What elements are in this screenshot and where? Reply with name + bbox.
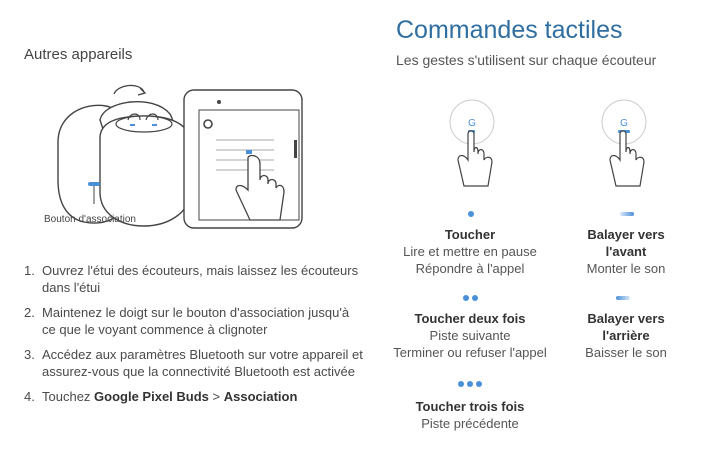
pairing-illustration — [44, 80, 314, 230]
gesture-tap: Toucher Lire et mettre en pause Répondre à l'appel — [390, 226, 550, 277]
gesture-triple-tap-title: Toucher trois fois — [415, 399, 525, 414]
swipe-forward-indicator — [618, 210, 638, 218]
section-title-other-devices: Autres appareils — [24, 46, 133, 63]
step-2: 2. Maintenez le doigt sur le bouton d'association jusqu'à ce que le voyant commence à clignoter — [24, 305, 350, 337]
gesture-triple-tap: Toucher trois fois Piste précédente — [390, 398, 550, 432]
step-3: 3. Accédez aux paramètres Bluetooth sur votre appareil et assurez-vous que la connectivité Bluetooth est activée — [24, 347, 363, 379]
gesture-swipe-backward: Balayer vers l'arrière Baisser le son — [585, 311, 667, 360]
gesture-tap-title: Toucher — [444, 227, 496, 242]
gesture-swipe-forward: Balayer vers l'avant Monter le son — [586, 227, 666, 276]
section-subtitle: Les gestes s'utilisent sur chaque écouteur — [396, 52, 657, 68]
double-dot-indicator — [461, 294, 481, 302]
svg-text:G: G — [620, 118, 628, 129]
swipe-backward-indicator — [614, 294, 634, 302]
section-title-touch-controls: Commandes tactiles — [396, 16, 623, 44]
earbuds-case-illustration — [58, 85, 190, 226]
pairing-button-label: Bouton d'association — [44, 214, 136, 225]
pairing-steps-list — [24, 262, 364, 413]
step-1: 1. Ouvrez l'étui des écouteurs, mais laissez les écouteurs dans l'étui — [24, 263, 359, 295]
phone-illustration — [184, 90, 302, 228]
gesture-double-tap-title: Toucher deux fois — [414, 311, 526, 326]
triple-dot-indicator — [456, 380, 486, 388]
step-4: 4. Touchez Google Pixel Buds > Association — [24, 389, 298, 404]
single-dot-indicator — [466, 210, 476, 218]
tap-hand-icon — [448, 96, 496, 192]
swipe-hand-icon — [600, 96, 648, 192]
gesture-double-tap: Toucher deux fois Piste suivante Terminer ou refuser l'appel — [380, 310, 560, 361]
svg-text:G: G — [468, 118, 476, 129]
